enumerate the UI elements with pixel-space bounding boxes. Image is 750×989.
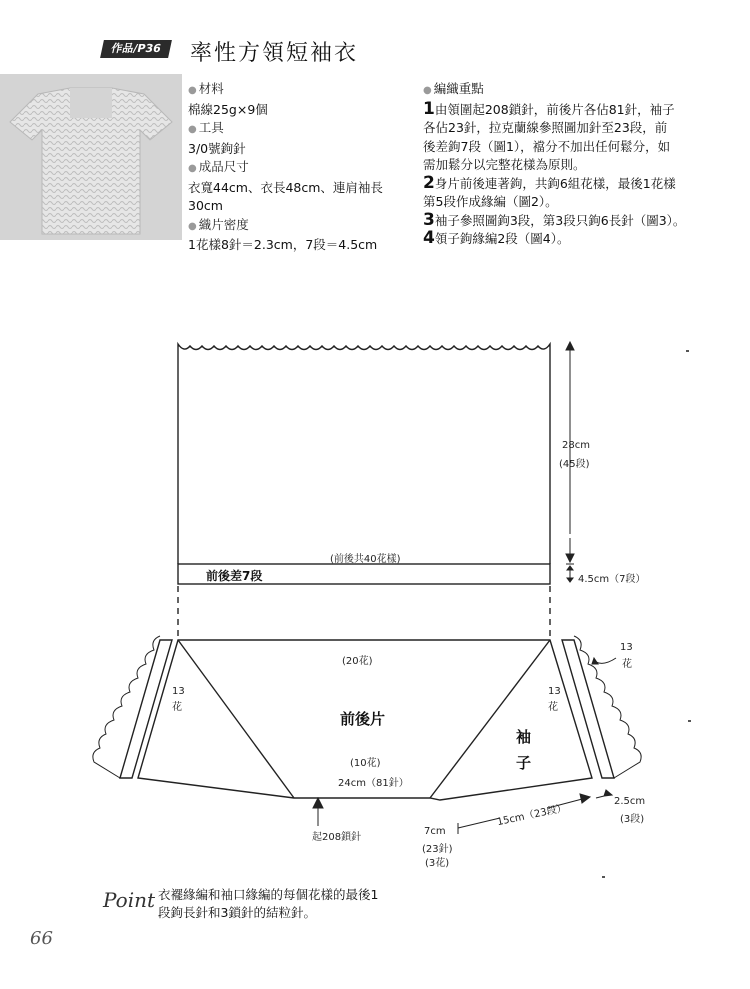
mid-side-count-2: 花 — [548, 702, 558, 713]
point-line-2: 段鉤長針和3鎖針的結粒針。 — [158, 905, 316, 920]
note-number: 3 — [423, 209, 435, 230]
size-value-line1: 衣寬44cm、衣長48cm、連肩袖長 — [188, 179, 383, 195]
note-line: 身片前後連著鉤，共鉤6組花樣，最後1花樣 — [434, 175, 676, 191]
sleeve-start-label-3: (3花) — [425, 858, 450, 869]
tool-label: ● 工具 — [188, 119, 383, 140]
material-label: ● 材料 — [188, 80, 383, 101]
note-line: 袖子參照圖鉤3段，第3段只鉤6長針（圖3）。 — [434, 212, 686, 228]
body-rows-label: (45段) — [559, 459, 590, 470]
note-line: 各佔23針，拉克蘭線參照圖加針至23段，前 — [423, 120, 668, 135]
note-number: 1 — [423, 98, 435, 119]
yoke-top-count: (20花) — [342, 656, 373, 667]
sleeve-cuff-label-1: 2.5cm — [614, 796, 646, 807]
note-line: 領子鉤緣編2段（圖4）。 — [434, 231, 570, 246]
body-length-label: 28cm — [562, 440, 590, 451]
right-side-count-1: 13 — [620, 642, 633, 653]
right-side-count-2: 花 — [622, 659, 632, 670]
size-value-line2: 30cm — [188, 198, 223, 213]
note-number: 4 — [423, 228, 435, 248]
neck-flowers-label: (10花) — [350, 758, 381, 769]
sleeve-start-label-2: (23針) — [422, 844, 453, 855]
material-value: 棉線25g×9個 — [188, 101, 268, 117]
page-number: 66 — [30, 928, 53, 949]
note-line: 由領圍起208鎖針，前後片各佔81針，袖子 — [434, 101, 675, 117]
mid-side-count-1: 13 — [548, 686, 561, 697]
row-difference-size: 4.5cm（7段） — [578, 574, 646, 585]
note-line: 需加鬆分以完整花樣為原則。 — [423, 157, 586, 172]
sleeve-width-label: 15cm（23段） — [496, 802, 568, 829]
sleeve-start-label-1: 7cm — [424, 826, 446, 837]
row-difference-label: 前後差7段 — [206, 569, 263, 583]
note-number: 2 — [423, 172, 435, 193]
gauge-label: ● 織片密度 — [188, 216, 383, 237]
note-line: 後差鉤7段（圖1），襠分不加出任何鬆分，如 — [423, 138, 671, 154]
raglan-line-right — [430, 640, 550, 798]
body-outline — [178, 344, 550, 564]
point-label: Point — [103, 888, 156, 912]
left-side-count-2: 花 — [172, 702, 182, 713]
neck-width-label: 24cm（81針） — [338, 778, 409, 789]
front-back-label: 前後片 — [340, 710, 386, 728]
sleeve-label-2: 子 — [516, 754, 532, 772]
note-line: 第5段作成緣編（圖2）。 — [423, 194, 558, 209]
sleeve-label-1: 袖 — [516, 728, 532, 746]
left-cuff — [120, 640, 172, 778]
body-total-label: (前後共40花樣) — [330, 554, 401, 565]
tool-value: 3/0號鉤針 — [188, 140, 246, 156]
raglan-line-left — [178, 640, 294, 798]
start-chain-label: 起208鎖針 — [312, 832, 362, 843]
page-title: 率性方領短袖衣 — [190, 41, 359, 66]
size-label: ● 成品尺寸 — [188, 158, 383, 179]
point-text — [158, 886, 418, 922]
right-cuff — [562, 640, 614, 778]
left-side-count-1: 13 — [172, 686, 185, 697]
notes-heading: ● 編織重點 — [423, 80, 723, 101]
gauge-value: 1花樣8針＝2.3cm，7段＝4.5cm — [188, 237, 378, 252]
project-tag: 作品/P36 — [100, 40, 172, 58]
point-line-1: 衣襬緣編和袖口緣編的每個花樣的最後1 — [158, 887, 379, 902]
sleeve-cuff-label-2: (3段) — [620, 814, 645, 825]
